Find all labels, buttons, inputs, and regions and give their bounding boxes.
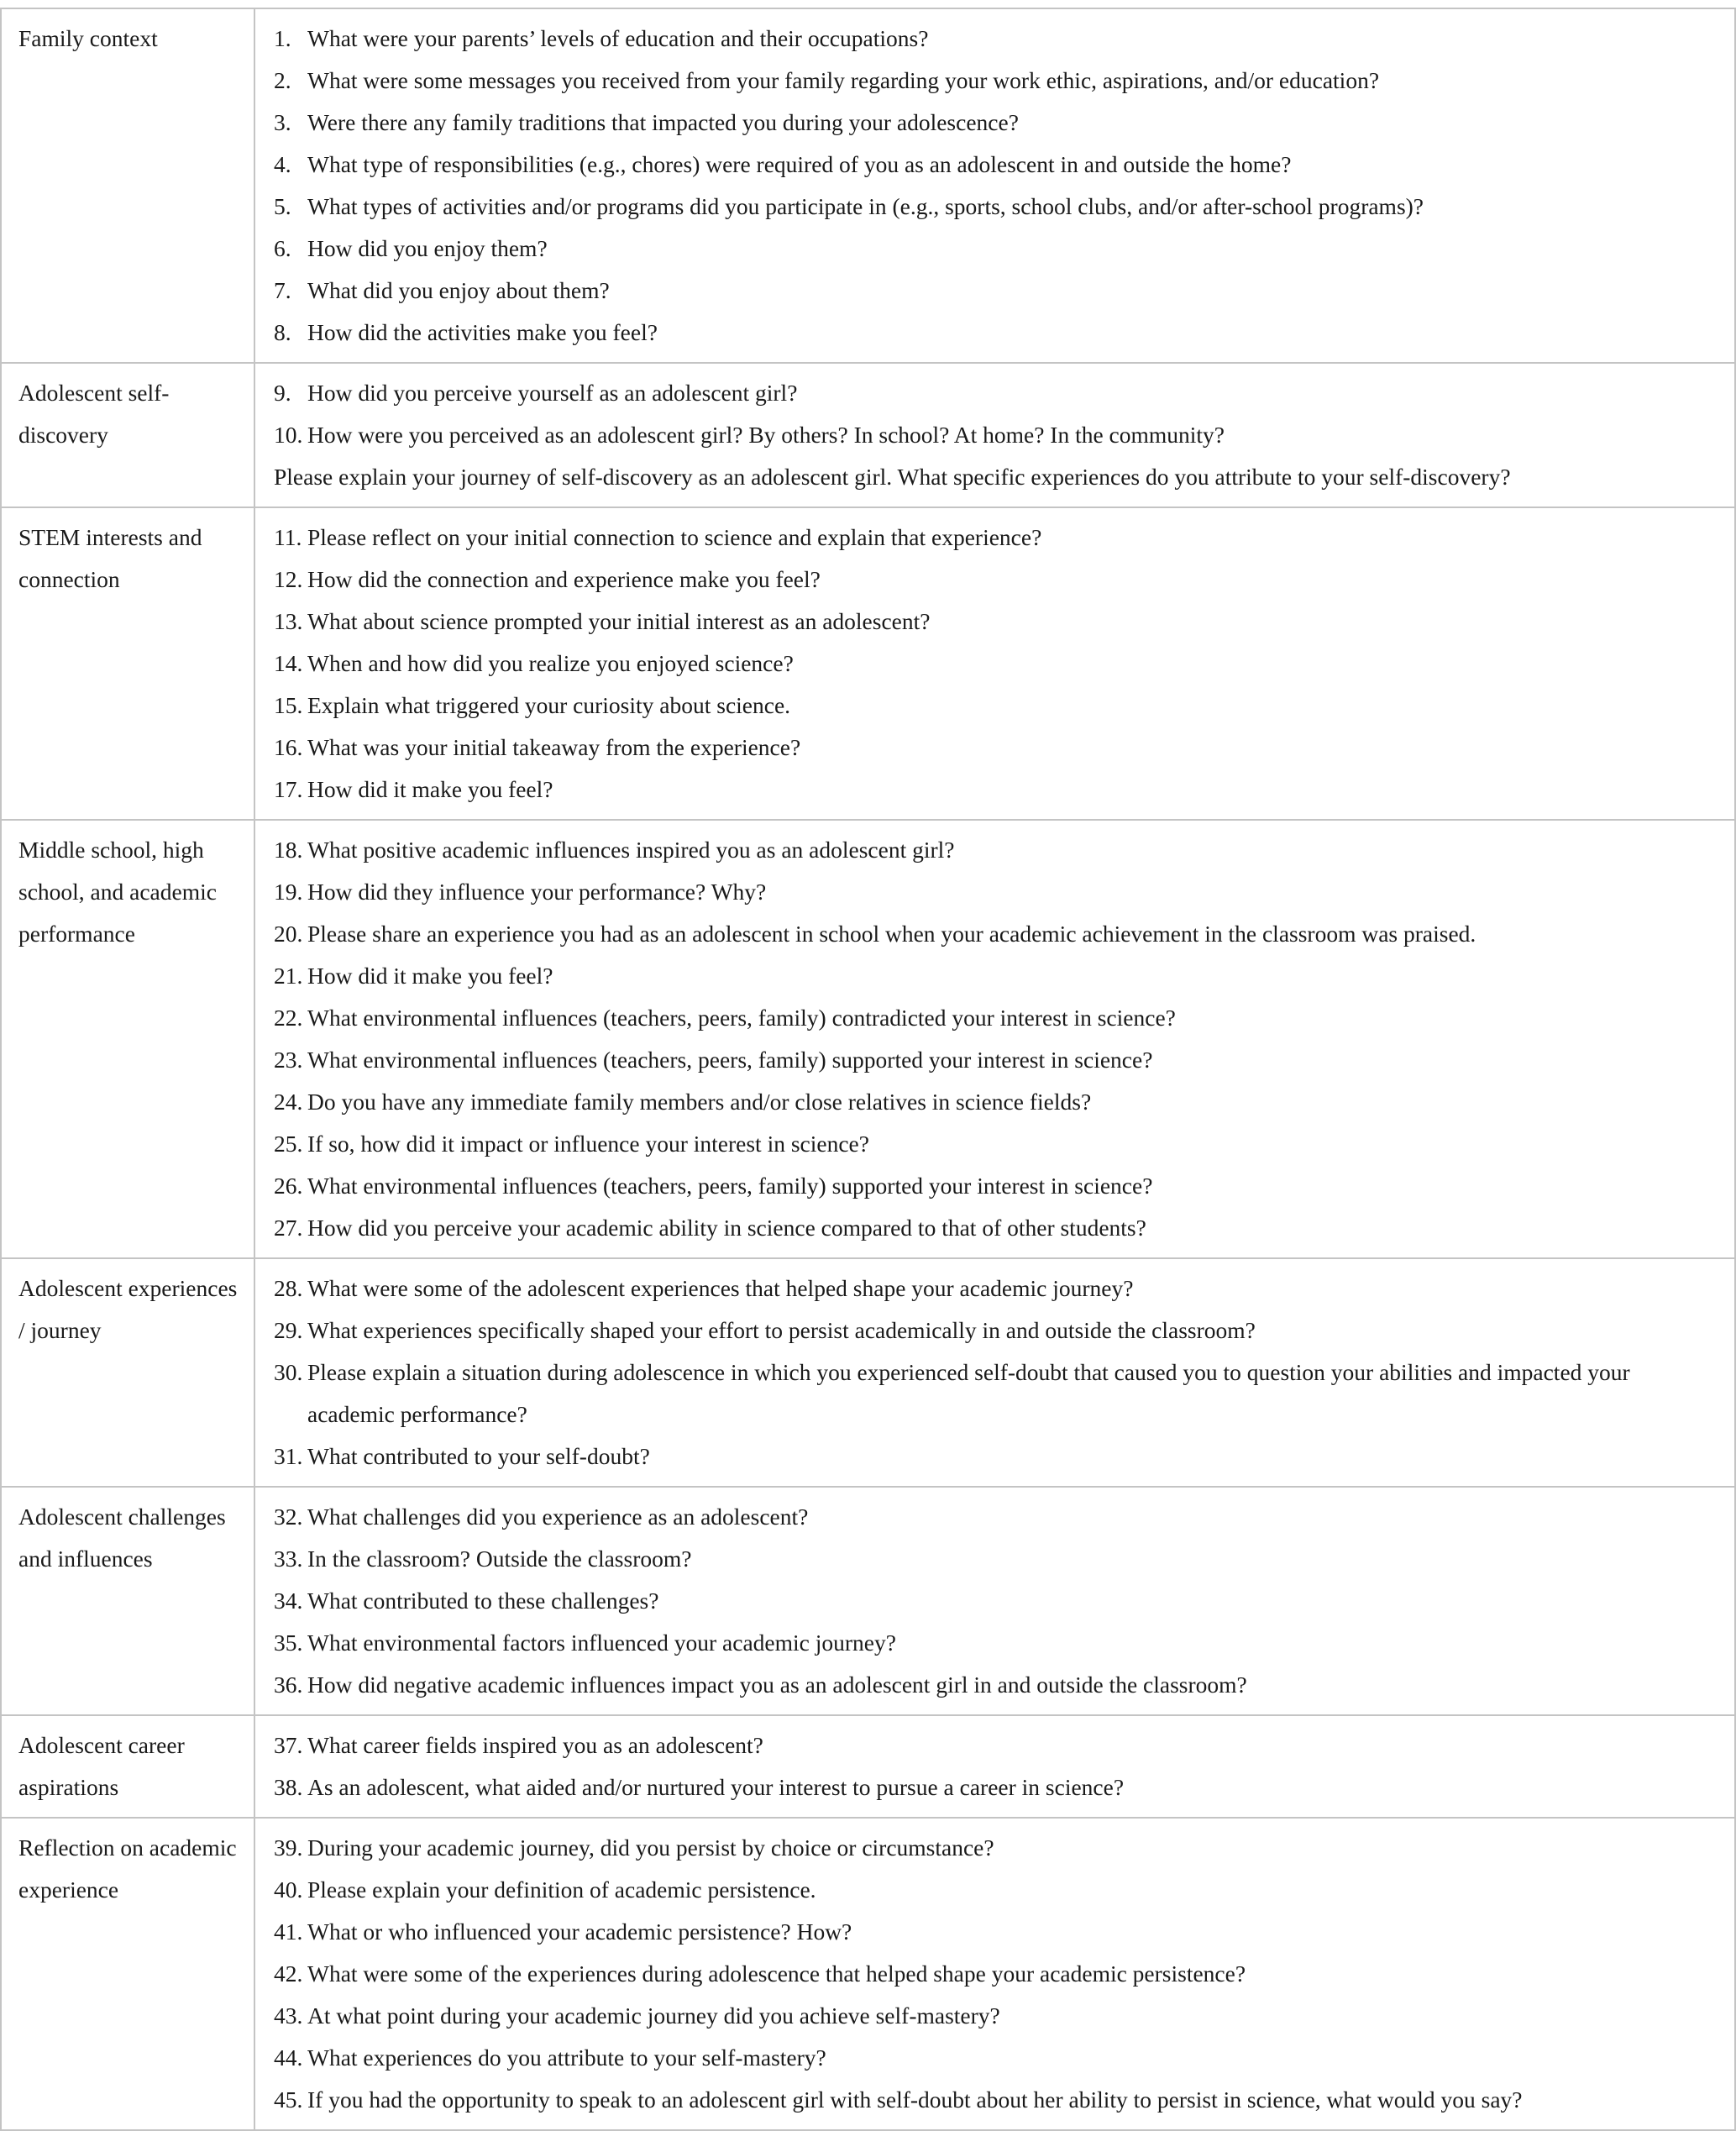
questions-cell — [254, 820, 1735, 1258]
question-item — [274, 1622, 1719, 1664]
question-item — [274, 60, 1719, 102]
question-text: What experiences specifically shaped your effort to persist academically in and outside the classroom? — [307, 1317, 1256, 1343]
question-text: If you had the opportunity to speak to an adolescent girl with self-doubt about her ability to persist in science, what would you say? — [307, 2086, 1523, 2113]
question-item — [274, 1827, 1719, 1869]
question-text: What contributed to your self-doubt? — [307, 1443, 650, 1469]
question-text: What environmental influences (teachers, peers, family) contradicted your interest in science? — [307, 1005, 1176, 1031]
question-item — [274, 1039, 1719, 1081]
table-row — [1, 1258, 1735, 1487]
question-number: 9. — [274, 380, 291, 406]
questions-cell — [254, 8, 1735, 363]
question-item — [274, 1081, 1719, 1123]
question-text: How did the connection and experience make you feel? — [307, 566, 821, 592]
table-row — [1, 363, 1735, 507]
question-number: 29. — [274, 1317, 303, 1343]
question-item — [274, 559, 1719, 601]
question-number: 43. — [274, 2002, 303, 2029]
question-text: How did negative academic influences impact you as an adolescent girl in and outside the classroom? — [307, 1672, 1247, 1698]
question-item — [274, 414, 1719, 456]
question-item — [274, 1580, 1719, 1622]
question-item — [274, 1207, 1719, 1249]
question-number: 23. — [274, 1047, 303, 1073]
question-number: 44. — [274, 2044, 303, 2071]
question-text: Explain what triggered your curiosity about science. — [307, 692, 791, 718]
question-text: How did it make you feel? — [307, 963, 553, 989]
question-text: Do you have any immediate family members and/or close relatives in science fields? — [307, 1089, 1092, 1115]
question-number: 38. — [274, 1774, 303, 1800]
question-number: 14. — [274, 650, 303, 676]
question-text: How did you perceive your academic ability in science compared to that of other students? — [307, 1215, 1146, 1241]
question-item — [274, 1953, 1719, 1995]
question-text: What type of responsibilities (e.g., chores) were required of you as an adolescent in and outside the home? — [307, 151, 1292, 177]
question-item — [274, 601, 1719, 643]
table-row — [1, 1487, 1735, 1715]
question-item — [274, 1496, 1719, 1538]
question-item — [274, 1766, 1719, 1808]
question-text: Please explain your journey of self-discovery as an adolescent girl. What specific experiences do you attribute to your self-discovery? — [274, 464, 1511, 490]
question-number: 22. — [274, 1005, 303, 1031]
question-text: How did it make you feel? — [307, 776, 553, 802]
question-number: 35. — [274, 1630, 303, 1656]
question-text: As an adolescent, what aided and/or nurtured your interest to pursue a career in science? — [307, 1774, 1125, 1800]
questions-cell — [254, 1715, 1735, 1818]
question-text: What types of activities and/or programs did you participate in (e.g., sports, school clubs, and/or after-school programs)? — [307, 193, 1424, 219]
interview-questions-table — [0, 8, 1736, 2131]
category-cell: STEM interests and connection — [1, 507, 254, 820]
question-number: 6. — [274, 235, 291, 261]
question-item — [274, 769, 1719, 811]
category-cell: Adolescent self-discovery — [1, 363, 254, 507]
question-number: 4. — [274, 151, 291, 177]
question-text: Please share an experience you had as an adolescent in school when your academic achievement in the classroom was praised. — [307, 921, 1476, 947]
question-item — [274, 997, 1719, 1039]
questions-cell — [254, 1487, 1735, 1715]
question-item — [274, 1869, 1719, 1911]
question-number: 26. — [274, 1173, 303, 1199]
category-cell: Reflection on academic experience — [1, 1818, 254, 2130]
question-text: During your academic journey, did you persist by choice or circumstance? — [307, 1834, 994, 1861]
question-number: 36. — [274, 1672, 303, 1698]
question-item — [274, 228, 1719, 270]
table-row — [1, 1715, 1735, 1818]
question-text: What did you enjoy about them? — [307, 277, 610, 303]
question-text: What experiences do you attribute to your self-mastery? — [307, 2044, 826, 2071]
question-item — [274, 1165, 1719, 1207]
question-text: What challenges did you experience as an adolescent? — [307, 1504, 809, 1530]
question-item — [274, 1664, 1719, 1706]
question-number: 11. — [274, 524, 302, 550]
question-number: 33. — [274, 1546, 303, 1572]
question-text: How did the activities make you feel? — [307, 319, 658, 345]
question-text: Please explain your definition of academic persistence. — [307, 1876, 816, 1903]
question-text: In the classroom? Outside the classroom? — [307, 1546, 692, 1572]
question-text: How did you perceive yourself as an adolescent girl? — [307, 380, 798, 406]
question-item — [274, 1995, 1719, 2037]
question-text: If so, how did it impact or influence your interest in science? — [307, 1131, 869, 1157]
question-item — [274, 312, 1719, 354]
question-number: 15. — [274, 692, 303, 718]
question-number: 2. — [274, 67, 291, 93]
question-number: 19. — [274, 879, 303, 905]
question-number: 3. — [274, 109, 291, 135]
question-item — [274, 871, 1719, 913]
question-text: At what point during your academic journey did you achieve self-mastery? — [307, 2002, 1000, 2029]
question-number: 7. — [274, 277, 291, 303]
question-text: How did you enjoy them? — [307, 235, 548, 261]
question-number: 13. — [274, 608, 303, 634]
question-text: What career fields inspired you as an adolescent? — [307, 1732, 763, 1758]
question-item — [274, 1911, 1719, 1953]
question-text: What were some of the experiences during adolescence that helped shape your academic persistence? — [307, 1960, 1246, 1987]
question-number: 31. — [274, 1443, 303, 1469]
question-number: 5. — [274, 193, 291, 219]
table-row — [1, 820, 1735, 1258]
table-row — [1, 507, 1735, 820]
question-number: 24. — [274, 1089, 303, 1115]
question-text: How did they influence your performance? Why? — [307, 879, 767, 905]
question-item — [274, 372, 1719, 414]
question-text: What or who influenced your academic persistence? How? — [307, 1918, 852, 1945]
question-item — [274, 2079, 1719, 2121]
question-item — [274, 1436, 1719, 1478]
question-text: What was your initial takeaway from the experience? — [307, 734, 801, 760]
question-number: 39. — [274, 1834, 303, 1861]
table-row — [1, 1818, 1735, 2130]
question-number: 42. — [274, 1960, 303, 1987]
category-cell: Family context — [1, 8, 254, 363]
question-text: Were there any family traditions that impacted you during your adolescence? — [307, 109, 1019, 135]
question-number: 25. — [274, 1131, 303, 1157]
question-item — [274, 913, 1719, 955]
question-text: What were some of the adolescent experiences that helped shape your academic journey? — [307, 1275, 1134, 1301]
category-cell: Adolescent challenges and influences — [1, 1487, 254, 1715]
question-item — [274, 1352, 1719, 1436]
question-text: What positive academic influences inspired you as an adolescent girl? — [307, 837, 955, 863]
question-number: 37. — [274, 1732, 303, 1758]
question-item — [274, 144, 1719, 186]
table-body — [1, 8, 1735, 2130]
question-item — [274, 1268, 1719, 1310]
category-cell: Middle school, high school, and academic performance — [1, 820, 254, 1258]
question-number: 27. — [274, 1215, 303, 1241]
question-item — [274, 456, 1719, 498]
question-number: 10. — [274, 422, 303, 448]
question-number: 41. — [274, 1918, 303, 1945]
question-text: What environmental influences (teachers, peers, family) supported your interest in science? — [307, 1047, 1153, 1073]
question-item — [274, 18, 1719, 60]
question-item — [274, 186, 1719, 228]
question-number: 34. — [274, 1588, 303, 1614]
question-item — [274, 102, 1719, 144]
question-item — [274, 955, 1719, 997]
category-cell: Adolescent experiences / journey — [1, 1258, 254, 1487]
question-number: 18. — [274, 837, 303, 863]
question-text: What contributed to these challenges? — [307, 1588, 659, 1614]
question-number: 1. — [274, 25, 291, 51]
question-item — [274, 270, 1719, 312]
question-number: 8. — [274, 319, 291, 345]
question-text: What were some messages you received from your family regarding your work ethic, aspirations, and/or education? — [307, 67, 1380, 93]
question-text: How were you perceived as an adolescent girl? By others? In school? At home? In the community? — [307, 422, 1225, 448]
questions-cell — [254, 363, 1735, 507]
question-text: When and how did you realize you enjoyed science? — [307, 650, 794, 676]
question-text: What were your parents’ levels of education and their occupations? — [307, 25, 929, 51]
question-number: 20. — [274, 921, 303, 947]
question-number: 16. — [274, 734, 303, 760]
category-cell: Adolescent career aspirations — [1, 1715, 254, 1818]
questions-cell — [254, 1258, 1735, 1487]
question-text: Please explain a situation during adolescence in which you experienced self-doubt that caused you to question your abilities and impacted your academic performance? — [307, 1359, 1630, 1427]
question-item — [274, 1538, 1719, 1580]
question-text: What environmental factors influenced your academic journey? — [307, 1630, 896, 1656]
question-number: 17. — [274, 776, 303, 802]
question-item — [274, 1310, 1719, 1352]
question-number: 30. — [274, 1359, 303, 1385]
question-text: What about science prompted your initial interest as an adolescent? — [307, 608, 931, 634]
question-item — [274, 643, 1719, 685]
question-number: 28. — [274, 1275, 303, 1301]
question-number: 40. — [274, 1876, 303, 1903]
question-text: What environmental influences (teachers, peers, family) supported your interest in science? — [307, 1173, 1153, 1199]
question-number: 21. — [274, 963, 303, 989]
question-number: 12. — [274, 566, 303, 592]
question-number: 32. — [274, 1504, 303, 1530]
questions-cell — [254, 1818, 1735, 2130]
question-text: Please reflect on your initial connection to science and explain that experience? — [307, 524, 1042, 550]
question-item — [274, 517, 1719, 559]
questions-cell — [254, 507, 1735, 820]
question-item — [274, 829, 1719, 871]
table-row — [1, 8, 1735, 363]
question-number: 45. — [274, 2086, 303, 2113]
question-item — [274, 1123, 1719, 1165]
question-item — [274, 685, 1719, 727]
question-item — [274, 727, 1719, 769]
question-item — [274, 1724, 1719, 1766]
